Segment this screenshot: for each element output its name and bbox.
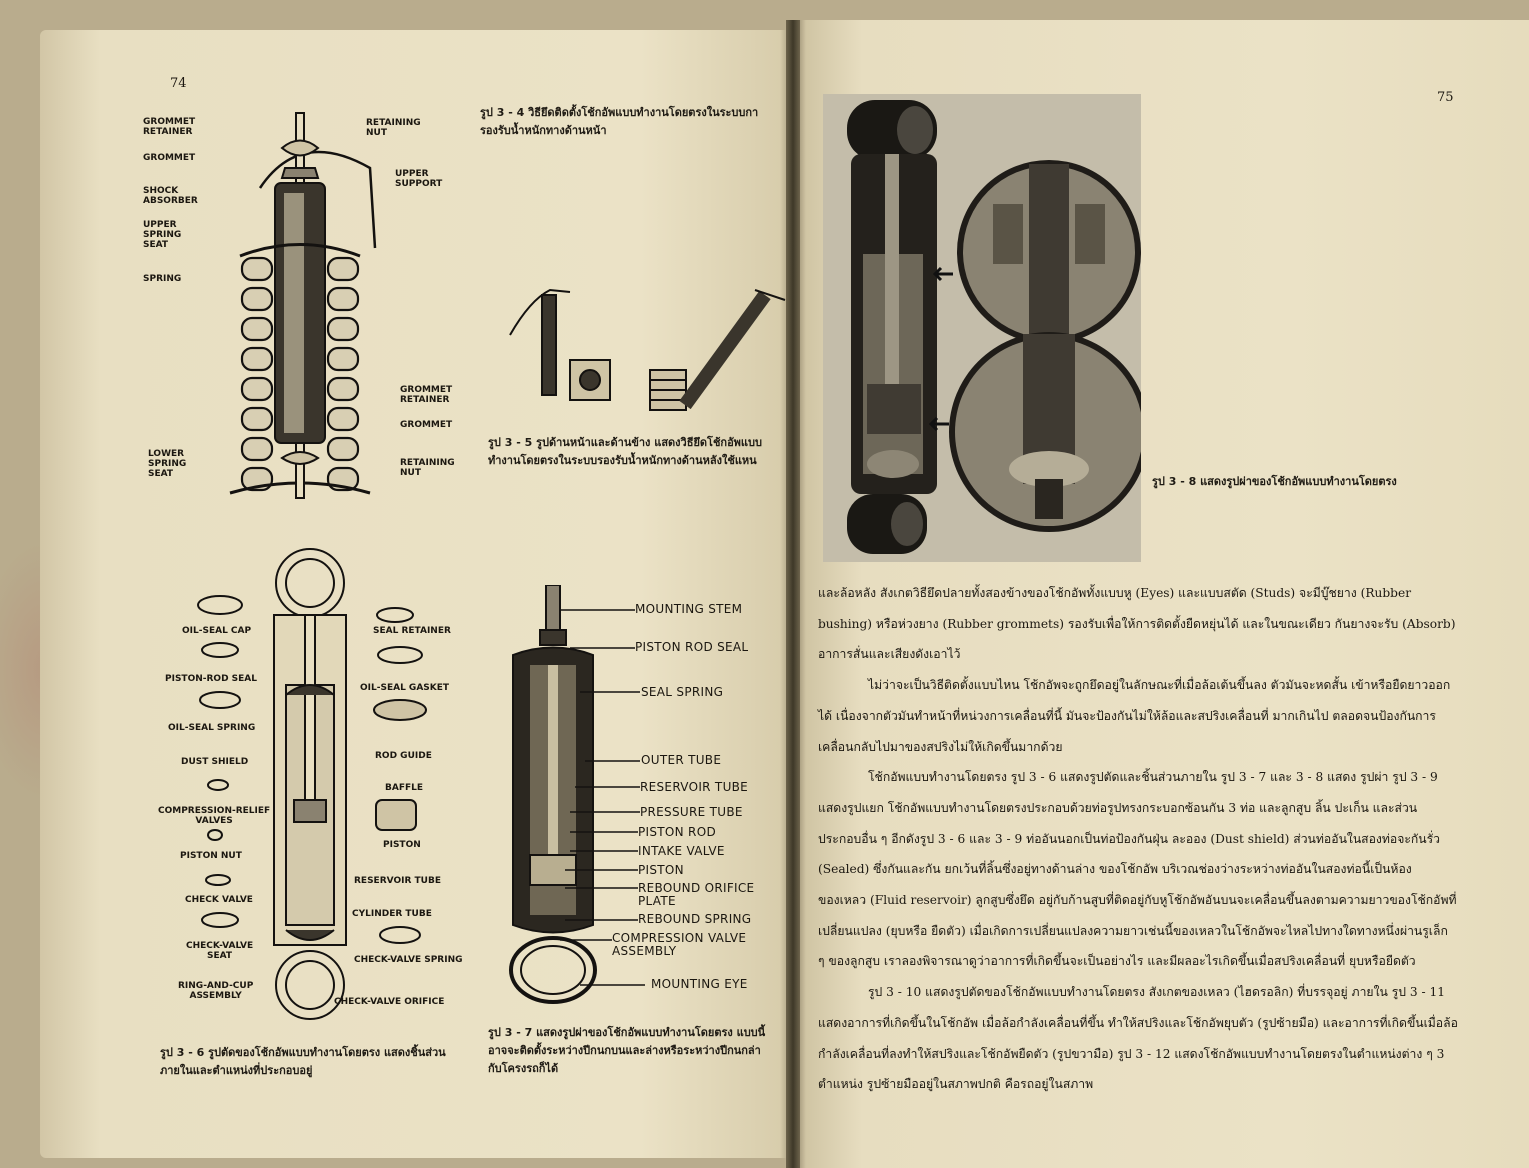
body-text: [818, 578, 1458, 1100]
label-grommet-retainer: GROMMET RETAINER: [143, 117, 196, 137]
label-rebound-orifice-plate: REBOUND ORIFICE PLATE: [638, 881, 755, 908]
label-pressure-tube: PRESSURE TUBE: [640, 805, 743, 819]
label-seal-spring: SEAL SPRING: [641, 685, 724, 699]
label-intake-valve: INTAKE VALVE: [638, 844, 725, 858]
label-rod-guide: ROD GUIDE: [375, 751, 432, 761]
label-upper-support: UPPER SUPPORT: [395, 169, 443, 189]
label-spring: SPRING: [143, 274, 182, 284]
fig-3-7-leader-lines: [560, 600, 645, 1000]
page-number-right: 75: [1437, 90, 1454, 105]
label-grommet-retainer-bottom: GROMMET RETAINER: [400, 385, 453, 405]
label-check-valve-orifice: CHECK-VALVE ORIFICE: [334, 997, 445, 1007]
label-piston: PISTON: [383, 840, 421, 850]
label-compression-relief-valves: COMPRESSION-RELIEF VALVES: [158, 806, 271, 826]
label-piston-rod-seal: PISTON-ROD SEAL: [165, 674, 257, 684]
label-dust-shield: DUST SHIELD: [181, 757, 249, 767]
label-compression-valve-assembly: COMPRESSION VALVE ASSEMBLY: [612, 931, 747, 958]
caption-fig-3-7: รูป 3 - 7 แสดงรูปผ่าของโช้กอัพแบบทำงานโดยตรง แบบนี้ อาจจะติดตั้งระหว่างปีกนกบนและล่างหรือระหว่างปีกนกล่า กับโครงรถก็ได้: [488, 1026, 766, 1075]
label-check-valve-seat: CHECK-VALVE SEAT: [186, 941, 254, 961]
label-ring-and-cup-assembly: RING-AND-CUP ASSEMBLY: [178, 981, 254, 1001]
label-rebound-spring: REBOUND SPRING: [638, 912, 752, 926]
label-upper-spring-seat: UPPER SPRING SEAT: [143, 220, 182, 250]
label-piston-37: PISTON: [638, 863, 684, 877]
label-reservoir-tube: RESERVOIR TUBE: [354, 876, 441, 886]
label-oil-seal-cap: OIL-SEAL CAP: [182, 626, 252, 636]
label-grommet-bottom: GROMMET: [400, 420, 453, 430]
caption-fig-3-4: รูป 3 - 4 วิธียึดติดตั้งโช้กอัพแบบทำงานโดยตรงในระบบกา รองรับน้ำหนักทางด้านหน้า: [480, 106, 759, 137]
label-mounting-stem: MOUNTING STEM: [635, 602, 743, 616]
label-grommet: GROMMET: [143, 153, 196, 163]
label-baffle: BAFFLE: [385, 783, 424, 793]
label-oil-seal-spring: OIL-SEAL SPRING: [168, 723, 256, 733]
fig-3-8-photo: [823, 94, 1141, 562]
paragraph-2: ไม่ว่าจะเป็นวิธีติดตั้งแบบไหน โช้กอัพจะถูกยึดอยู่ในลักษณะที่เมื่อล้อเต้นขึ้นลง ตัวมันจะหดสั้น เข้าหรือยืดยาวออกได้ เนื่องจากตัวมันทำหน้าที่หน่วงการเคลื่อนที่นี้ มันจะป้องกันไม่ให้ล้อและสปริงเคลื่อนที่ มากเกินไป ตลอดจนป้องกันการเคลื่อนกลับไปมาของสปริงไม่ให้เกิดขึ้นมากด้วย: [818, 678, 1451, 754]
label-check-valve-spring: CHECK-VALVE SPRING: [354, 955, 463, 965]
label-retaining-nut-bottom: RETAINING NUT: [400, 458, 455, 478]
paragraph-4: รูป 3 - 10 แสดงรูปตัดของโช้กอัพแบบทำงานโดยตรง สังเกตของเหลว (ไฮดรอลิก) ที่บรรจุอยู่ ภายใน รูป 3 - 11 แสดงอาการที่เกิดขึ้นในโช้กอัพ เมื่อล้อกำลังเคลื่อนที่ขึ้น ทำให้สปริงและโช้กอัพยุบตัว (รูปซ้ายมือ) และอาการที่เกิดขึ้นเมื่อล้อกำลังเคลื่อนที่ลงทำให้สปริงและโช้กอัพยืดตัว (รูปขวามือ) รูป 3 - 12 แสดงโช้กอัพแบบทำงานโดยตรงในตำแหน่งต่าง ๆ 3 ตำแหน่ง รูปซ้ายมืออยู่ในสภาพปกติ คือรถอยู่ในสภาพ: [818, 985, 1458, 1092]
page-number-left: 74: [170, 76, 187, 91]
caption-fig-3-6: รูป 3 - 6 รูปตัดของโช้กอัพแบบทำงานโดยตรง แสดงชิ้นส่วน ภายในและตำแหน่งที่ประกอบอยู่: [160, 1046, 446, 1077]
caption-fig-3-8: รูป 3 - 8 แสดงรูปผ่าของโช้กอัพแบบทำงานโดยตรง: [1152, 475, 1397, 488]
label-piston-rod-seal-37: PISTON ROD SEAL: [635, 640, 749, 654]
label-shock-absorber: SHOCK ABSORBER: [143, 186, 198, 206]
label-outer-tube: OUTER TUBE: [641, 753, 722, 767]
label-piston-rod: PISTON ROD: [638, 825, 716, 839]
fig-3-4-illustration: [200, 108, 400, 503]
paragraph-1: และล้อหลัง สังเกตวิธียึดปลายทั้งสองข้างของโช้กอัพทั้งแบบหู (Eyes) และแบบสตัด (Studs) จะมีบู๊ชยาง (Rubber bushing) หรือห่วงยาง (Rubber grommets) รองรับเพื่อให้การติดตั้งยืดหยุ่นได้ และในขณะเดียว กันยางจะรับ (Absorb) อาการสั่นและเสียงดังเอาไว้: [818, 586, 1456, 662]
label-check-valve: CHECK VALVE: [185, 895, 253, 905]
label-cylinder-tube: CYLINDER TUBE: [352, 909, 432, 919]
paragraph-3: โช้กอัพแบบทำงานโดยตรง รูป 3 - 6 แสดงรูปตัดและชิ้นส่วนภายใน รูป 3 - 7 และ 3 - 8 แสดง รูปผ่า รูป 3 - 9 แสดงรูปแยก โช้กอัพแบบทำงานโดยตรงประกอบด้วยท่อรูปทรงกระบอกซ้อนกัน 3 ท่อ และลูกสูบ ลิ้น ปะเก็น และส่วนประกอบอื่น ๆ อีกดังรูป 3 - 6 และ 3 - 9 ท่ออันนอกเป็นท่อป้องกันฝุ่น ละออง (Dust shield) ส่วนท่ออันในสองท่อจะกันรั่ว (Sealed) ซึ่งกันและกัน ยกเว้นที่ลิ้นซึ่งอยู่ทางด้านล่าง ของโช้กอัพ บริเวณช่องว่างระหว่างท่ออันในสองท่อนี้เป็นห้องของเหลว (Fluid reservoir) ลูกสูบซึ่งยึด อยู่กับก้านสูบที่ติดอยู่กับหูโช้กอัพอันบนจะเคลื่อนขึ้นลงตามความยาวของโช้กอัพที่เปลี่ยนแปลง (ยุบหรือ ยืดตัว) เมื่อเกิดการเปลี่ยนแปลงความยาวเช่นนี้ของเหลวในโช้กอัพจะไหลไปทางใดทางหนึ่งผ่านรูเล็ก ๆ ของลูกสูบ เราลองพิจารณาดูว่าอาการที่เกิดขึ้นจะเป็นอย่างไร และมีผลอะไรเกิดขึ้นเมื่อสปริงเคลื่อนที่ ยุบหรือยืดตัว: [818, 770, 1457, 969]
label-seal-retainer: SEAL RETAINER: [373, 626, 451, 636]
label-reservoir-tube-37: RESERVOIR TUBE: [640, 780, 749, 794]
label-lower-spring-seat: LOWER SPRING SEAT: [148, 449, 187, 479]
fig-3-5-illustration: [500, 280, 792, 420]
label-retaining-nut-top: RETAINING NUT: [366, 118, 421, 138]
caption-fig-3-5: รูป 3 - 5 รูปด้านหน้าและด้านข้าง แสดงวิธียึดโช้กอัพแบบ ทำงานโดยตรงในระบบรองรับน้ำหนักทางด้านหลังใช้แหน: [488, 436, 762, 467]
book-gutter: [786, 20, 800, 1168]
label-oil-seal-gasket: OIL-SEAL GASKET: [360, 683, 450, 693]
label-mounting-eye: MOUNTING EYE: [651, 977, 748, 991]
label-piston-nut: PISTON NUT: [180, 851, 242, 861]
